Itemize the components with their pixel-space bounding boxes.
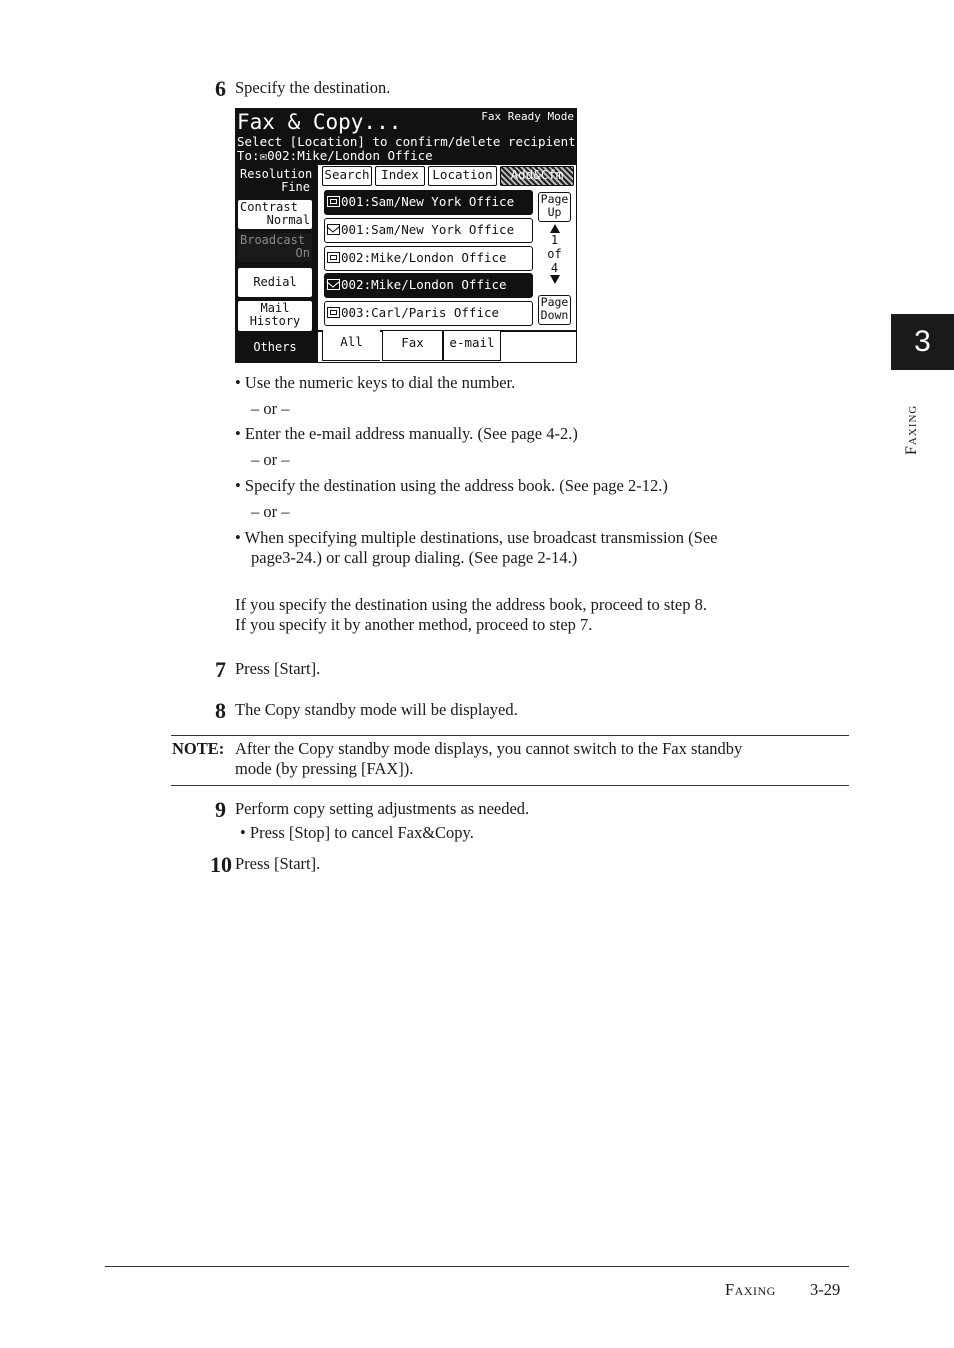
- contrast-label: Contrast: [240, 200, 298, 214]
- bullet-email-manual: • Enter the e-mail address manually. (See page 4-2.): [235, 424, 578, 443]
- address-entry[interactable]: [324, 190, 533, 215]
- mail-history-button[interactable]: [237, 300, 313, 332]
- note-line1: After the Copy standby mode displays, you cannot switch to the Fax standby: [235, 739, 743, 758]
- mail-history-label-2: History: [249, 314, 301, 328]
- chapter-side-title: Faxing: [903, 404, 920, 455]
- paragraph-line1: If you specify the destination using the address book, proceed to step 8.: [235, 595, 707, 614]
- broadcast-label: Broadcast: [240, 233, 306, 247]
- step-number-7: 7: [215, 657, 226, 682]
- or-separator-2: – or –: [251, 450, 290, 469]
- mail-history-label-1: Mail: [260, 301, 290, 315]
- page-up-label-2: Up: [547, 205, 562, 219]
- address-entry-label: 002:Mike/London Office: [341, 277, 507, 292]
- address-entry[interactable]: [324, 246, 533, 271]
- step-8-text: The Copy standby mode will be displayed.: [235, 700, 518, 719]
- page-up-label-1: Page: [540, 192, 569, 206]
- tab-email[interactable]: e-mail: [443, 331, 501, 361]
- address-entry-label: 001:Sam/New York Office: [341, 222, 515, 237]
- or-separator-3: – or –: [251, 502, 290, 521]
- broadcast-value: On: [295, 246, 310, 260]
- step-6-text: Specify the destination.: [235, 78, 391, 97]
- resolution-button[interactable]: [237, 166, 313, 197]
- search-button[interactable]: Search: [322, 166, 372, 186]
- chapter-tab: 3: [891, 314, 954, 370]
- arrow-down-icon: [550, 275, 560, 284]
- others-label: Others: [253, 340, 297, 354]
- broadcast-button[interactable]: [237, 232, 313, 263]
- resolution-value: Fine: [281, 180, 310, 194]
- screen-instruction: Select [Location] to confirm/delete recipient: [237, 134, 576, 149]
- page-down-label-1: Page: [540, 295, 569, 309]
- bullet-multiple-line1: • When specifying multiple destinations, use broadcast transmission (See: [235, 528, 718, 547]
- others-button[interactable]: [237, 337, 313, 359]
- screen-mode: Fax Ready Mode: [481, 110, 574, 123]
- step-number-6: 6: [215, 76, 226, 101]
- resolution-label: Resolution: [240, 167, 313, 181]
- note-bottom-rule: [171, 785, 849, 786]
- step-number-10: 10: [210, 852, 232, 877]
- bullet-numeric-keys: • Use the numeric keys to dial the number.: [235, 373, 516, 392]
- mail-icon: [327, 224, 340, 235]
- redial-label: Redial: [253, 275, 297, 289]
- address-entry[interactable]: [324, 273, 533, 298]
- mail-icon: [327, 279, 340, 290]
- fax-icon: [327, 307, 340, 318]
- bullet-multiple-line2: page3-24.) or call group dialing. (See page 2-14.): [251, 548, 578, 567]
- page-down-label-2: Down: [540, 308, 569, 322]
- address-entry[interactable]: [324, 301, 533, 326]
- footer-page-number: 3-29: [810, 1280, 841, 1299]
- note-label: NOTE:: [172, 739, 225, 758]
- tab-all[interactable]: All: [322, 330, 380, 361]
- address-entry-label: 002:Mike/London Office: [341, 250, 507, 265]
- footer-rule: [105, 1266, 849, 1267]
- location-button[interactable]: Location: [428, 166, 497, 186]
- paragraph-line2: If you specify it by another method, proceed to step 7.: [235, 615, 593, 634]
- page-down-button[interactable]: [538, 295, 571, 325]
- note-top-rule: [171, 735, 849, 736]
- fax-icon: [327, 196, 340, 207]
- step-9-bullet: • Press [Stop] to cancel Fax&Copy.: [240, 823, 474, 842]
- footer-section: Faxing: [725, 1280, 776, 1299]
- page-of: of: [547, 247, 562, 261]
- index-button[interactable]: Index: [375, 166, 425, 186]
- confirm-button[interactable]: Add&Cfm: [500, 166, 574, 186]
- contrast-value: Normal: [266, 213, 310, 227]
- step-number-8: 8: [215, 698, 226, 723]
- arrow-up-icon: [550, 224, 560, 233]
- page-total: 4: [550, 261, 559, 275]
- step-7-text: Press [Start].: [235, 659, 321, 678]
- page-current: 1: [550, 233, 559, 247]
- step-9-text: Perform copy setting adjustments as needed.: [235, 799, 530, 818]
- address-entry-label: 001:Sam/New York Office: [341, 194, 515, 209]
- note-line2: mode (by pressing [FAX]).: [235, 759, 414, 778]
- step-number-9: 9: [215, 797, 226, 822]
- step-10-text: Press [Start].: [235, 854, 321, 873]
- contrast-button[interactable]: [237, 199, 313, 230]
- tab-fax[interactable]: Fax: [382, 331, 443, 361]
- page-up-button[interactable]: [538, 192, 571, 222]
- screen-title: Fax & Copy...: [237, 110, 402, 134]
- page-indicator: [538, 224, 571, 284]
- fax-copy-screen: [235, 108, 577, 363]
- address-entry[interactable]: [324, 218, 533, 243]
- address-entry-label: 003:Carl/Paris Office: [341, 305, 500, 320]
- screen-recipient: To:✉002:Mike/London Office: [237, 148, 433, 163]
- redial-button[interactable]: [237, 267, 313, 298]
- fax-icon: [327, 252, 340, 263]
- bullet-address-book: • Specify the destination using the address book. (See page 2-12.): [235, 476, 668, 495]
- screen-header: [236, 109, 576, 165]
- or-separator-1: – or –: [251, 399, 290, 418]
